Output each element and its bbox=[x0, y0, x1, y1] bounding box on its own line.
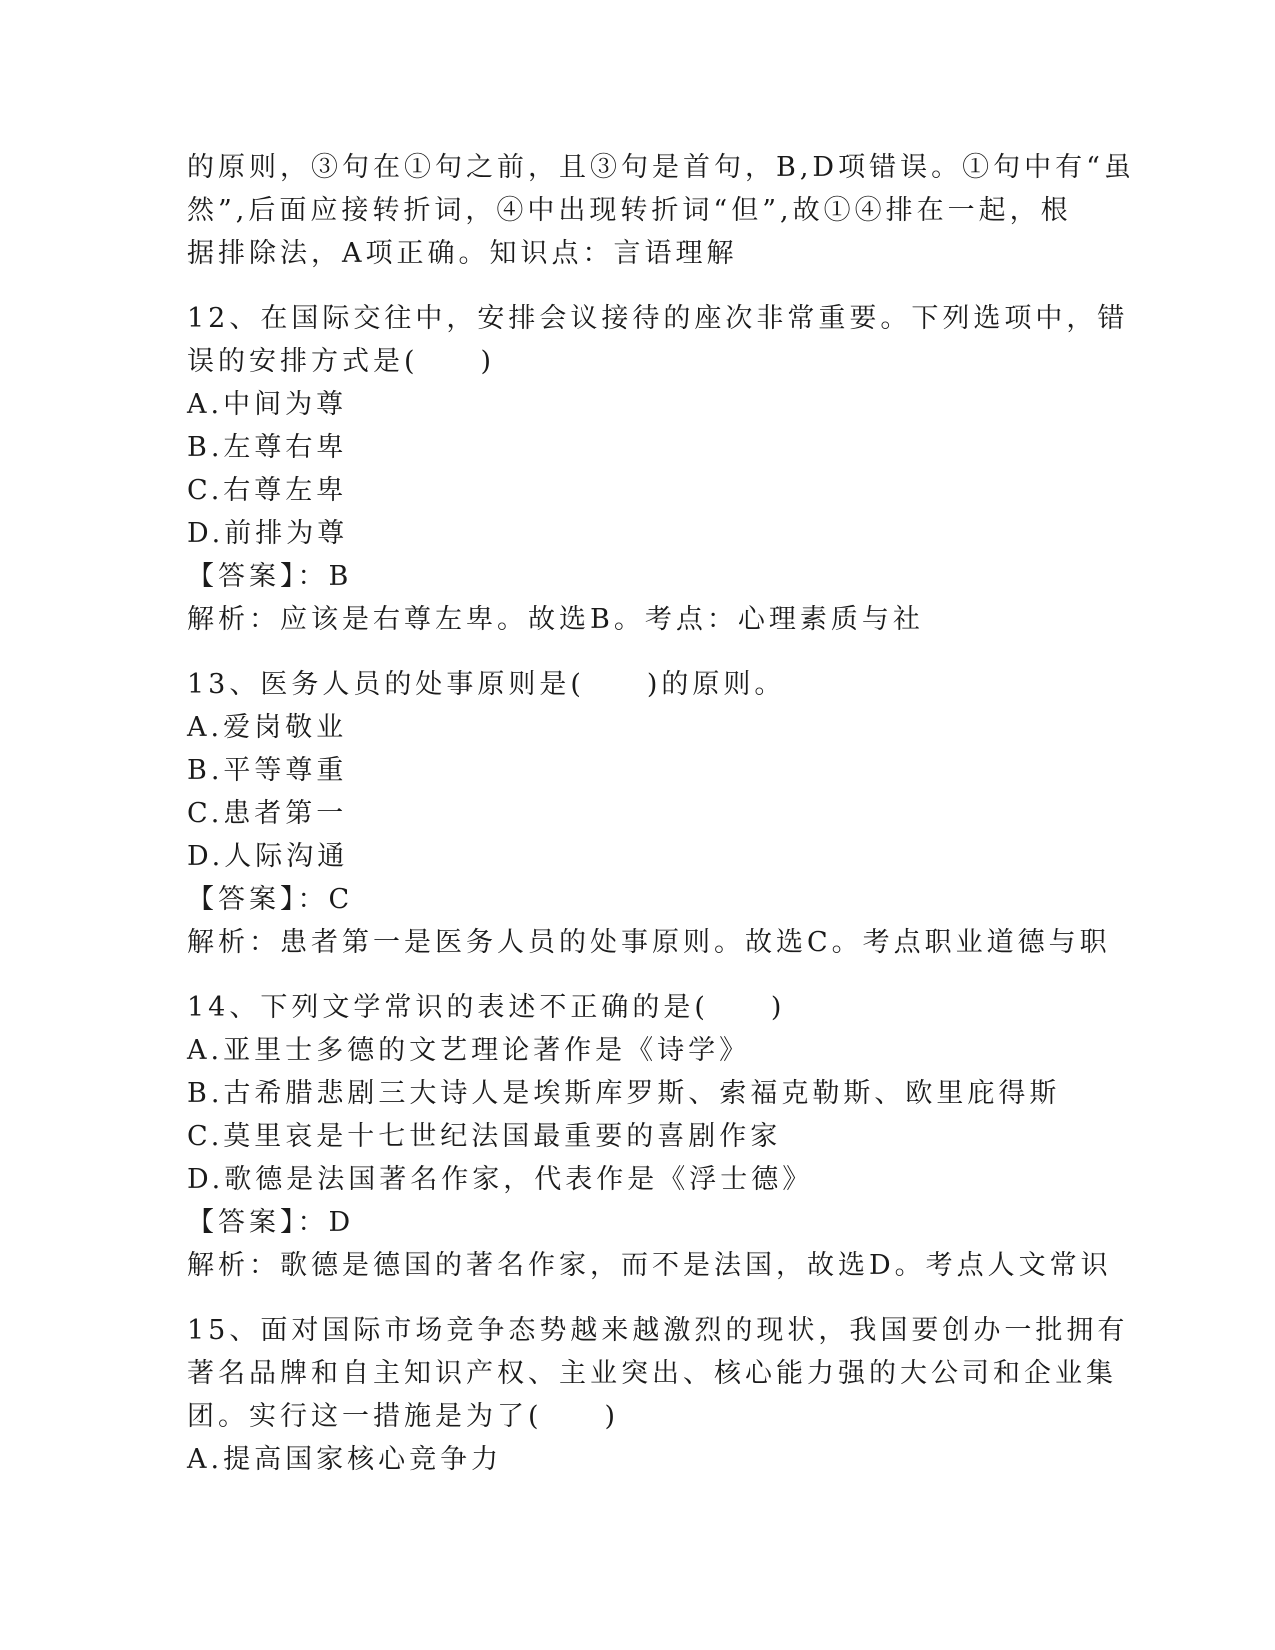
analysis: 解析：应该是右尊左卑。故选B。考点：心理素质与社 bbox=[187, 604, 924, 635]
option-c: C.莫里哀是十七世纪法国最重要的喜剧作家 bbox=[187, 1121, 782, 1152]
question-stem: 著名品牌和自主知识产权、主业突出、核心能力强的大公司和企业集 bbox=[187, 1358, 1117, 1389]
question-stem: 12、在国际交往中，安排会议接待的座次非常重要。下列选项中，错 bbox=[187, 303, 1129, 334]
question-stem: 误的安排方式是( ) bbox=[187, 346, 496, 377]
option-c: C.右尊左卑 bbox=[187, 475, 348, 506]
option-b: B.古希腊悲剧三大诗人是埃斯库罗斯、索福克勒斯、欧里庇得斯 bbox=[187, 1078, 1061, 1109]
question-15 bbox=[187, 1309, 1129, 1481]
option-c: C.患者第一 bbox=[187, 798, 348, 829]
option-b: B.左尊右卑 bbox=[187, 432, 348, 463]
document-page bbox=[187, 146, 1135, 1481]
analysis: 解析：歌德是德国的著名作家，而不是法国，故选D。考点人文常识 bbox=[187, 1250, 1112, 1281]
question-14 bbox=[187, 986, 1112, 1287]
option-d: D.人际沟通 bbox=[187, 841, 349, 872]
question-stem: 团。实行这一措施是为了( ) bbox=[187, 1401, 620, 1432]
question-stem: 14、下列文学常识的表述不正确的是( ) bbox=[187, 992, 786, 1023]
option-a: A.提高国家核心竞争力 bbox=[187, 1444, 503, 1475]
answer: 【答案】：B bbox=[187, 561, 353, 592]
answer: 【答案】：C bbox=[187, 884, 354, 915]
analysis: 解析：患者第一是医务人员的处事原则。故选C。考点职业道德与职 bbox=[187, 927, 1111, 958]
explanation-line: 据排除法，A项正确。知识点：言语理解 bbox=[187, 238, 738, 269]
explanation-line: 的原则，③句在①句之前，且③句是首句，B,D项错误。①句中有“虽 bbox=[187, 152, 1135, 183]
option-a: A.中间为尊 bbox=[187, 389, 348, 420]
question-stem: 13、医务人员的处事原则是( )的原则。 bbox=[187, 669, 786, 700]
answer: 【答案】：D bbox=[187, 1207, 355, 1238]
question-stem: 15、面对国际市场竞争态势越来越激烈的现状，我国要创办一批拥有 bbox=[187, 1315, 1129, 1346]
option-a: A.爱岗敬业 bbox=[187, 712, 348, 743]
explanation-line: 然”,后面应接转折词，④中出现转折词“但”,故①④排在一起，根 bbox=[187, 195, 1072, 226]
question-13 bbox=[187, 663, 1111, 964]
option-b: B.平等尊重 bbox=[187, 755, 348, 786]
question-12 bbox=[187, 297, 1129, 641]
prev-explanation bbox=[187, 146, 1135, 275]
option-d: D.前排为尊 bbox=[187, 518, 349, 549]
option-a: A.亚里士多德的文艺理论著作是《诗学》 bbox=[187, 1035, 751, 1066]
option-d: D.歌德是法国著名作家，代表作是《浮士德》 bbox=[187, 1164, 814, 1195]
